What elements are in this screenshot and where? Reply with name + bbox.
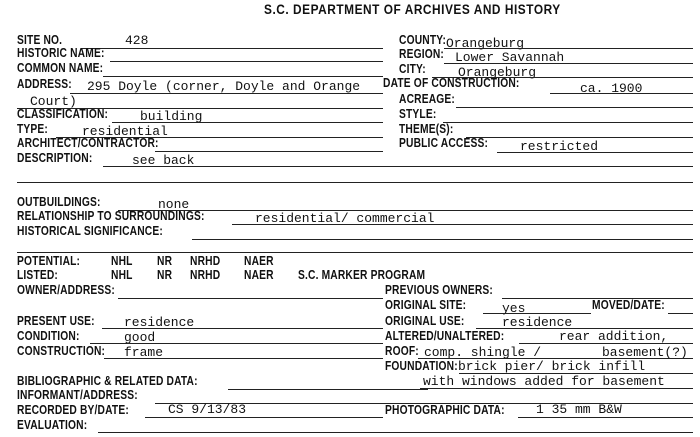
date-of-construction-value: ca. 1900 xyxy=(580,81,643,96)
moved-date-label: MOVED/DATE: xyxy=(592,298,665,312)
relationship-value: residential/ commercial xyxy=(255,211,435,226)
foundation-value-line2: with windows added for basement xyxy=(423,374,665,389)
historic-name-label: HISTORIC NAME: xyxy=(17,46,105,60)
potential-nr: NR xyxy=(157,254,173,268)
foundation-label: FOUNDATION: xyxy=(385,359,458,373)
potential-naer: NAER xyxy=(244,254,274,268)
potential-label: POTENTIAL: xyxy=(17,254,81,268)
recorded-by-label: RECORDED BY/DATE: xyxy=(17,403,129,417)
architect-label: ARCHITECT/CONTRACTOR: xyxy=(17,136,159,150)
address-value-line1: 295 Doyle (corner, Doyle and Orange xyxy=(87,79,361,94)
type-label: TYPE: xyxy=(17,122,49,136)
common-name-line xyxy=(103,76,383,77)
listed-label: LISTED: xyxy=(17,268,59,282)
historic-name-line xyxy=(110,61,383,62)
region-line xyxy=(444,63,693,64)
significance-line-2 xyxy=(17,252,693,253)
present-use-label: PRESENT USE: xyxy=(17,314,95,328)
condition-label: CONDITION: xyxy=(17,329,80,343)
potential-nhl: NHL xyxy=(111,254,133,268)
significance-label: HISTORICAL SIGNIFICANCE: xyxy=(17,224,163,238)
present-use-line xyxy=(102,328,383,329)
classification-value: building xyxy=(140,109,203,124)
themes-label: THEME(S): xyxy=(399,122,454,136)
county-label: COUNTY: xyxy=(399,33,447,47)
altered-line xyxy=(519,343,693,344)
original-site-value: yes xyxy=(502,301,526,316)
date-of-construction-line xyxy=(550,93,693,94)
original-use-value: residence xyxy=(502,315,573,330)
original-site-line xyxy=(483,313,591,314)
original-site-label: ORIGINAL SITE: xyxy=(385,298,467,312)
construction-value: frame xyxy=(124,345,164,360)
address-label: ADDRESS: xyxy=(17,77,72,91)
description-value: see back xyxy=(132,153,195,168)
themes-line xyxy=(466,137,693,138)
altered-value: rear addition, xyxy=(559,329,669,344)
address-value-line2: Court) xyxy=(30,94,77,109)
photographic-label: PHOTOGRAPHIC DATA: xyxy=(385,403,505,417)
sc-marker-label: S.C. MARKER PROGRAM xyxy=(298,268,426,282)
city-value: Orangeburg xyxy=(458,65,537,80)
potential-nrhd: NRHD xyxy=(190,254,221,268)
informant-label: INFORMANT/ADDRESS: xyxy=(17,388,138,402)
recorded-by-value: CS 9/13/83 xyxy=(168,402,247,417)
acreage-line xyxy=(456,107,693,108)
classification-label: CLASSIFICATION: xyxy=(17,107,109,121)
address-line-1 xyxy=(70,93,383,94)
original-use-label: ORIGINAL USE: xyxy=(385,314,465,328)
region-value: Lower Savannah xyxy=(455,50,565,65)
listed-nhl: NHL xyxy=(111,268,133,282)
listed-naer: NAER xyxy=(244,268,274,282)
condition-line xyxy=(90,343,383,344)
photographic-line xyxy=(518,417,693,418)
bibliographic-line xyxy=(228,389,428,390)
form-title: S.C. DEPARTMENT OF ARCHIVES AND HISTORY xyxy=(264,2,561,17)
recorded-by-line xyxy=(145,417,383,418)
relationship-label: RELATIONSHIP TO SURROUNDINGS: xyxy=(17,209,205,223)
outbuildings-label: OUTBUILDINGS: xyxy=(17,195,101,209)
foundation-line-2 xyxy=(420,388,693,389)
common-name-label: COMMON NAME: xyxy=(17,61,104,75)
listed-nrhd: NRHD xyxy=(190,268,221,282)
city-label: CITY: xyxy=(399,62,426,76)
outbuildings-value: none xyxy=(158,197,190,212)
public-access-line xyxy=(497,152,693,153)
description-label: DESCRIPTION: xyxy=(17,151,93,165)
style-label: STYLE: xyxy=(399,107,437,121)
site-no-label: SITE NO. xyxy=(17,33,63,47)
public-access-label: PUBLIC ACCESS: xyxy=(399,136,489,150)
significance-line-1 xyxy=(192,239,693,240)
style-line xyxy=(443,122,693,123)
photographic-value: 1 35 mm B&W xyxy=(536,402,622,417)
previous-owners-label: PREVIOUS OWNERS: xyxy=(385,283,493,297)
moved-date-line xyxy=(668,313,693,314)
roof-value-a: comp. shingle / xyxy=(424,345,542,360)
evaluation-label: EVALUATION: xyxy=(17,418,88,432)
condition-value: good xyxy=(124,330,156,345)
acreage-label: ACREAGE: xyxy=(399,92,455,106)
type-value: residential xyxy=(82,124,168,139)
altered-label: ALTERED/UNALTERED: xyxy=(385,329,505,343)
bibliographic-label: BIBLIOGRAPHIC & RELATED DATA: xyxy=(17,374,198,388)
description-line-2 xyxy=(17,182,693,183)
classification-line xyxy=(112,122,383,123)
owner-address-label: OWNER/ADDRESS: xyxy=(17,283,115,297)
roof-label: ROOF: xyxy=(385,344,419,358)
construction-line xyxy=(104,358,383,359)
listed-nr: NR xyxy=(157,268,173,282)
foundation-value-line1: brick pier/ brick infill xyxy=(458,359,646,374)
evaluation-line xyxy=(98,432,693,433)
architect-line xyxy=(155,151,383,152)
date-of-construction-label: DATE OF CONSTRUCTION: xyxy=(383,76,520,90)
site-no-value: 428 xyxy=(125,33,149,48)
county-line xyxy=(444,48,693,49)
construction-label: CONSTRUCTION: xyxy=(17,344,106,358)
county-value: Orangeburg xyxy=(446,36,525,51)
public-access-value: restricted xyxy=(520,139,599,154)
owner-address-line xyxy=(118,298,383,299)
relationship-line xyxy=(232,224,693,225)
description-line-1 xyxy=(103,166,693,167)
site-no-line xyxy=(81,48,383,49)
region-label: REGION: xyxy=(399,47,444,61)
present-use-value: residence xyxy=(124,315,195,330)
roof-value-b: basement(?) xyxy=(602,345,688,360)
